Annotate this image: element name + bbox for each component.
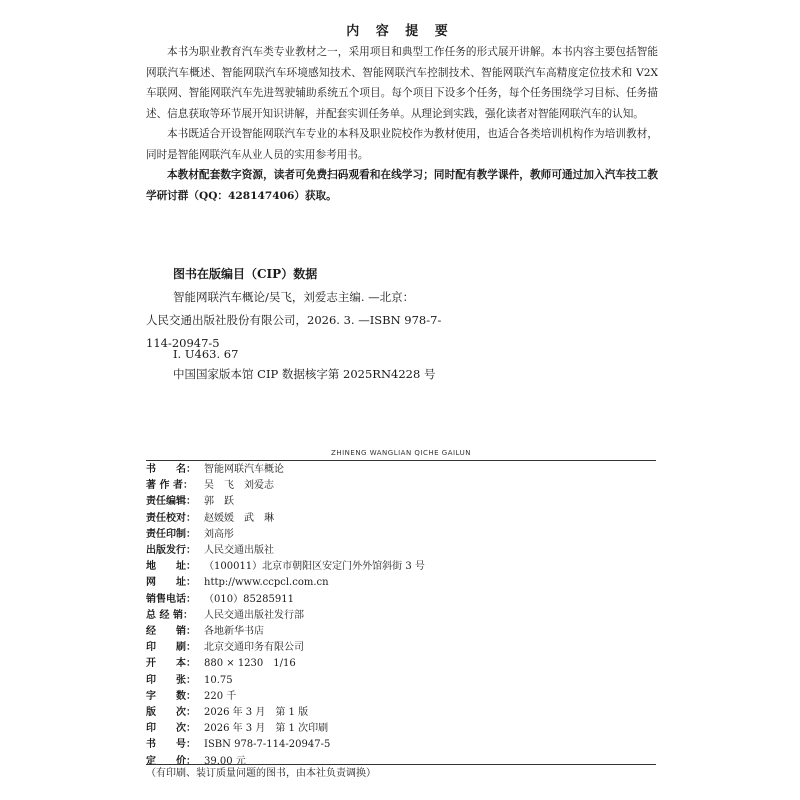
colophon-top-rule	[146, 460, 656, 461]
colophon-value: http://www.ccpcl.com.cn	[204, 577, 329, 589]
colophon-label: 印 刷：	[146, 642, 196, 654]
colophon-label: 定 价：	[146, 755, 196, 767]
colophon-value: 吴 飞 刘爱志	[204, 480, 274, 492]
cip-line-4: Ⅰ. U463. 67	[173, 347, 239, 361]
colophon-value: ISBN 978-7-114-20947-5	[204, 739, 331, 751]
colophon-value: 各地新华书店	[204, 626, 264, 637]
colophon-value: 刘高彤	[204, 528, 234, 540]
cip-line-3: 114-20947-5	[146, 336, 220, 350]
colophon-label: 销售电话：	[146, 593, 196, 605]
colophon-row	[146, 494, 234, 510]
book-title-pinyin: ZHINENG WANGLIAN QICHE GAILUN	[331, 449, 471, 457]
colophon-value: 智能网联汽车概论	[204, 464, 284, 475]
colophon-value: 10.75	[204, 674, 233, 686]
colophon-label: 版 次：	[146, 707, 196, 718]
colophon-label: 总 经 销：	[146, 609, 193, 621]
colophon-row	[146, 559, 425, 575]
colophon-value: 2026 年 3 月 第 1 版	[204, 707, 309, 718]
colophon-label: 地 址：	[146, 561, 196, 573]
colophon-row	[146, 592, 294, 608]
colophon-label: 书 名：	[146, 464, 196, 475]
colophon-row	[146, 689, 236, 705]
colophon-label: 责任印制：	[146, 528, 196, 540]
colophon-label: 责任校对：	[146, 512, 196, 524]
colophon-value: 2026 年 3 月 第 1 次印刷	[204, 723, 329, 735]
colophon-row	[146, 575, 329, 591]
colophon-row	[146, 608, 304, 624]
colophon-row	[146, 478, 274, 494]
colophon-label: 字 数：	[146, 690, 196, 702]
colophon-row	[146, 721, 328, 737]
colophon-value: （010）85285911	[204, 593, 294, 605]
colophon-label: 经 销：	[146, 626, 196, 637]
colophon-value: 人民交通出版社	[204, 545, 274, 556]
summary-paragraph-1: 本书为职业教育汽车类专业教材之一，采用项目和典型工作任务的形式展开讲解。本书内容主要包括智能网联汽车概述、智能网联汽车环境感知技术、智能网联汽车控制技术、智能网联汽车高精度定位技术和 V2X 车联网、智能网联汽车先进驾驶辅助系统五个项目。每个项目下设多个任务，每个任务围绕学习目标、任务描述、信息获取等环节展开知识讲解，并配套实训任务单。从理论到实践，强化读者对智能网联汽车的认知。	[146, 46, 658, 120]
cip-line-2: 人民交通出版社股份有限公司，2026. 3. —ISBN 978-7-	[146, 313, 442, 327]
colophon-value: 北京交通印务有限公司	[204, 642, 304, 654]
summary-paragraph-2: 本书既适合开设智能网联汽车专业的本科及职业院校作为教材使用，也适合各类培训机构作为培训教材，同时是智能网联汽车从业人员的实用参考用书。	[146, 128, 658, 161]
colophon-row	[146, 656, 296, 672]
colophon-label: 印 张：	[146, 674, 196, 686]
colophon-row	[146, 511, 274, 527]
colophon-value: 220 千	[204, 690, 237, 702]
colophon-value: 880 × 1230 1/16	[204, 658, 296, 670]
colophon-value: （100011）北京市朝阳区安定门外外馆斜街 3 号	[204, 561, 425, 573]
colophon-value: 人民交通出版社发行部	[204, 609, 304, 621]
cip-heading: 图书在版编目（CIP）数据	[173, 267, 318, 281]
colophon-label: 开 本：	[146, 658, 196, 670]
colophon-row	[146, 527, 234, 543]
colophon-label: 书 号：	[146, 739, 196, 751]
quality-note: （有印刷、装订质量问题的图书，由本社负责调换）	[146, 768, 376, 779]
cip-line-5: 中国国家版本馆 CIP 数据核字第 2025RN4228 号	[173, 367, 436, 381]
cip-line-1: 智能网联汽车概论/吴飞，刘爱志主编. —北京：	[173, 290, 415, 304]
summary-title: 内 容 提 要	[346, 24, 454, 39]
colophon-value: 赵媛媛 武 琳	[204, 512, 274, 524]
colophon-value: 郭 跃	[204, 496, 234, 508]
colophon-row	[146, 543, 274, 559]
colophon-row	[146, 640, 304, 656]
summary-paragraph-3: 本教材配套数字资源，读者可免费扫码观看和在线学习；同时配有教学课件，教师可通过加入汽车技工教学研讨群（QQ：428147406）获取。	[146, 169, 658, 202]
colophon-row	[146, 737, 330, 753]
colophon-row	[146, 673, 233, 689]
colophon-row	[146, 462, 284, 478]
colophon-label: 网 址：	[146, 577, 196, 589]
colophon-label: 著 作 者：	[146, 480, 193, 492]
colophon-value: 39.00 元	[204, 755, 246, 767]
colophon-label: 出版发行：	[146, 545, 196, 556]
colophon-label: 责任编辑：	[146, 496, 196, 508]
colophon-row	[146, 624, 264, 640]
colophon-row	[146, 705, 308, 721]
colophon-label: 印 次：	[146, 723, 196, 735]
